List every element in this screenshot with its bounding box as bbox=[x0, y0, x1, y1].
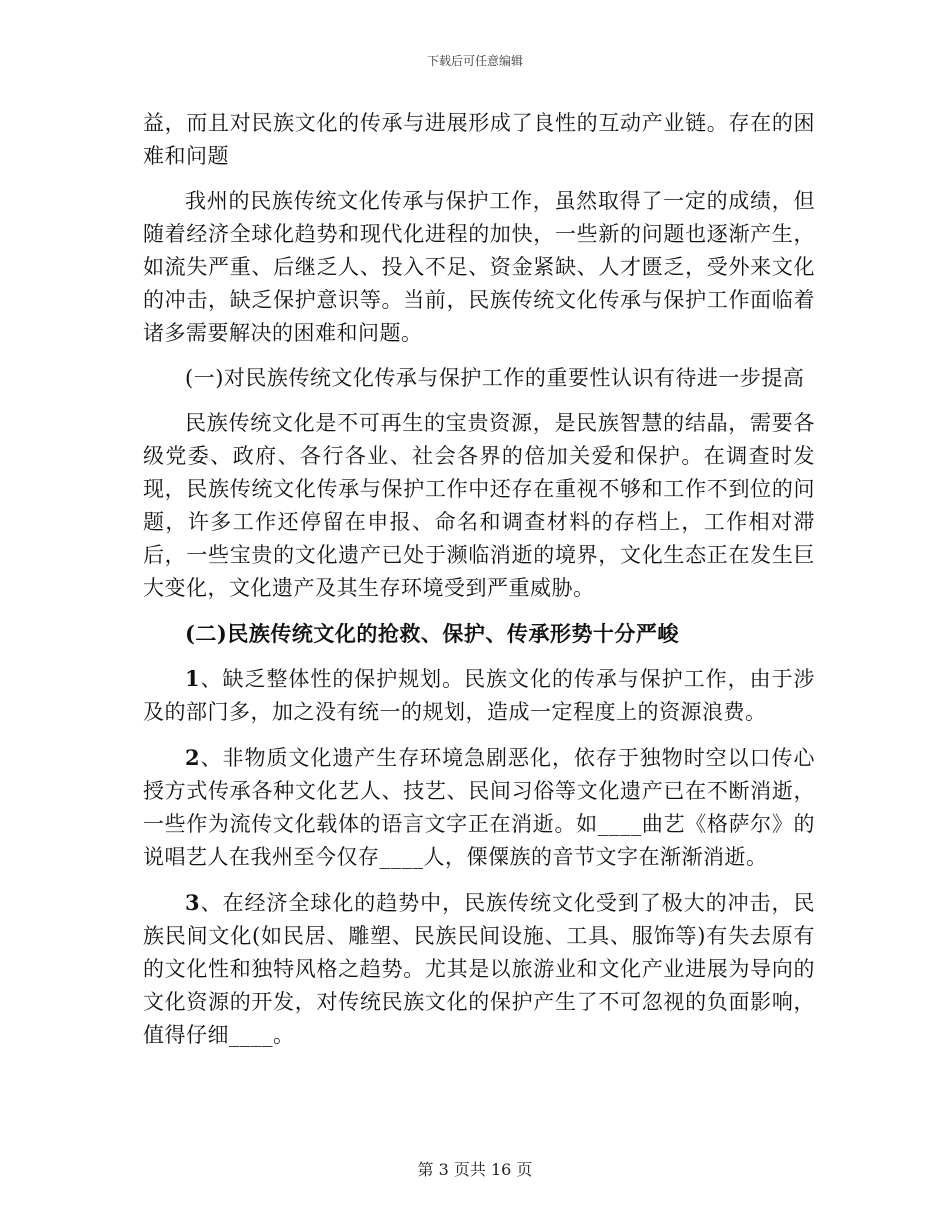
list-item-text: 、缺乏整体性的保护规划。民族文化的传承与保护工作，由于涉及的部门多，加之没有统一的规划，造成一定程度上的资源浪费。 bbox=[143, 667, 815, 724]
document-body bbox=[143, 107, 815, 1052]
section-heading-one: (一)对民族传统文化传承与保护工作的重要性认识有待进一步提高 bbox=[185, 366, 805, 390]
list-item-text: 、在经济全球化的趋势中，民族传统文化受到了极大的冲击，民族民间文化(如民居、雕塑、民族民间设施、工具、服饰等)有失去原有的文化性和独特风格之趋势。尤其是以旅游业和文化产业进展为导向的文化资源的开发，对传统民族文化的保护产生了不可忽视的负面影响，值得仔细____。 bbox=[143, 891, 815, 1047]
list-item-1 bbox=[143, 662, 815, 729]
page-header: 下载后可任意编辑 bbox=[426, 54, 523, 68]
list-number: 3 bbox=[185, 890, 201, 915]
paragraph-continuation: 益，而且对民族文化的传承与进展形成了良性的互动产业链。存在的困难和问题 bbox=[143, 111, 815, 168]
list-item-text: 、非物质文化遗产生存环境急剧恶化，依存于独物时空以口传心授方式传承各种文化艺人、技艺、民间习俗等文化遗产已在不断消逝，一些作为流传文化载体的语言文字正在消逝。如____曲艺《格萨尔》的说唱艺人在我州至今仅存____人，傈僳族的音节文字在渐渐消逝。 bbox=[143, 746, 815, 869]
paragraph-heritage-value: 民族传统文化是不可再生的宝贵资源，是民族智慧的结晶，需要各级党委、政府、各行各业、社会各界的倍加关爱和保护。在调查时发现，民族传统文化传承与保护工作中还存在重视不够和工作不到位的问题，许多工作还停留在申报、命名和调查材料的存档上，工作相对滞后，一些宝贵的文化遗产已处于濒临消逝的境界，文化生态正在发生巨大变化，文化遗产及其生存环境受到严重威胁。 bbox=[143, 411, 815, 600]
page-number-footer: 第 3 页共 16 页 bbox=[417, 1160, 533, 1179]
list-item-2 bbox=[143, 741, 815, 874]
list-item-3 bbox=[143, 886, 815, 1052]
list-number: 2 bbox=[185, 745, 201, 770]
paragraph-problems-intro: 我州的民族传统文化传承与保护工作，虽然取得了一定的成绩，但随着经济全球化趋势和现代化进程的加快，一些新的问题也逐渐产生，如流失严重、后继乏人、投入不足、资金紧缺、人才匮乏，受外来文化的冲击，缺乏保护意识等。当前，民族传统文化传承与保护工作面临着诸多需要解决的困难和问题。 bbox=[143, 189, 815, 345]
list-number: 1 bbox=[185, 666, 201, 691]
section-heading-two: (二)民族传统文化的抢救、保护、传承形势十分严峻 bbox=[185, 621, 679, 646]
